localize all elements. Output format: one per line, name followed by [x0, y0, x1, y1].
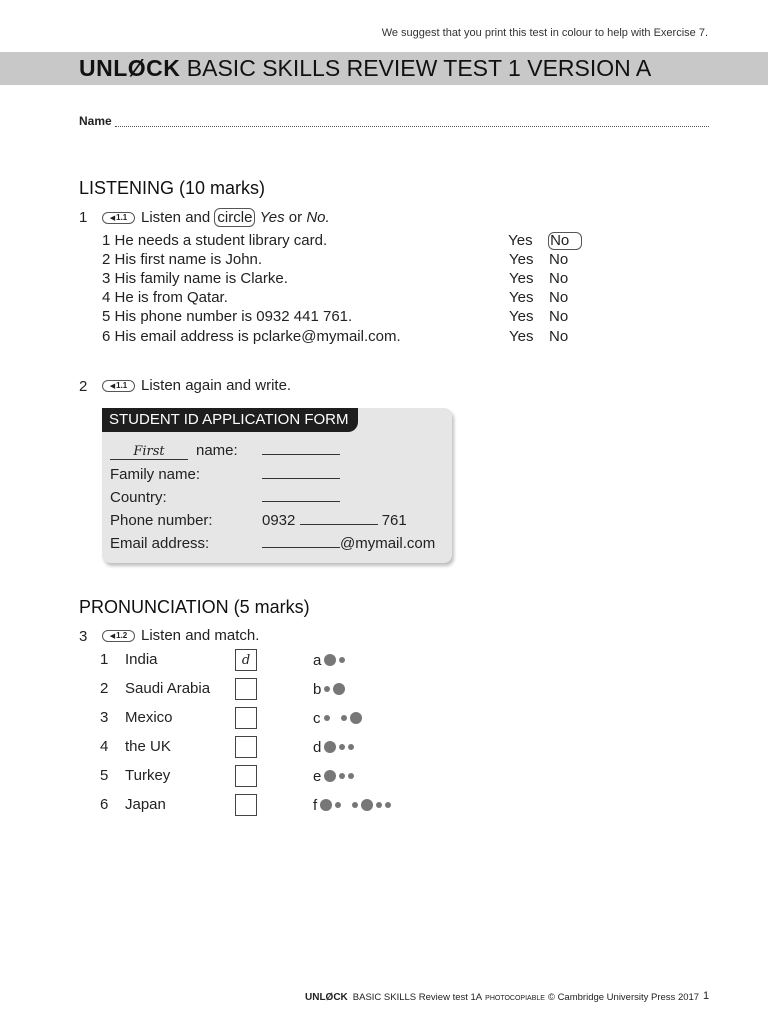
answer-box[interactable] [235, 794, 257, 816]
unstressed-syllable-dot [348, 773, 354, 779]
unstressed-syllable-dot [352, 802, 358, 808]
answer-box[interactable] [235, 707, 257, 729]
answer-box[interactable] [235, 649, 257, 671]
q1-instruction: ◀ 1.1 Listen and circle Yes or No. [102, 208, 330, 227]
blank-line[interactable] [262, 465, 340, 479]
audio-track-icon: ◀ 1.2 [102, 630, 135, 642]
q1-item: 3 His family name is Clarke. Yes No [102, 270, 582, 289]
stressed-syllable-dot [324, 741, 336, 753]
yes-option[interactable]: Yes [509, 289, 534, 306]
pattern-letter: e [313, 767, 322, 785]
stress-pattern [313, 738, 357, 756]
form-row: Phone number: 0932 761 [110, 512, 407, 529]
item-number: 3 [100, 709, 109, 726]
circle-word: circle [214, 208, 255, 227]
blank-line[interactable] [262, 441, 340, 455]
print-notice: We suggest that you print this test in colour to help with Exercise 7. [381, 27, 708, 39]
country-name: Mexico [125, 709, 173, 726]
pattern-letter: c [313, 709, 321, 727]
q3-number: 3 [79, 628, 88, 645]
handwritten-answer: First [133, 444, 165, 459]
page-title [79, 55, 651, 82]
country-name: the UK [125, 738, 171, 755]
stressed-syllable-dot [320, 799, 332, 811]
no-option[interactable]: No [549, 270, 569, 287]
handwritten-answer: d [241, 652, 251, 668]
no-option[interactable]: No [549, 251, 569, 268]
unstressed-syllable-dot [324, 715, 330, 721]
unstressed-syllable-dot [335, 802, 341, 808]
unstressed-syllable-dot [385, 802, 391, 808]
name-dotted-line[interactable] [115, 114, 709, 127]
name-label: Name [79, 114, 112, 128]
no-option[interactable]: No [549, 308, 569, 325]
q3-instruction: ◀ 1.2 Listen and match. [102, 627, 259, 644]
test-title: BASIC SKILLS REVIEW TEST 1 VERSION A [186, 55, 652, 81]
stressed-syllable-dot [324, 770, 336, 782]
footer: UNLØCK BASIC SKILLS Review test 1A PHOTOCOPIABLE © Cambridge University Press 2017 [305, 992, 700, 1003]
pattern-letter: f [313, 796, 318, 814]
q1-item: 4 He is from Qatar. Yes No [102, 289, 582, 308]
unstressed-syllable-dot [341, 715, 347, 721]
stressed-syllable-dot [333, 683, 345, 695]
pattern-letter: b [313, 680, 322, 698]
form-row-first-name: First name: [110, 441, 340, 460]
stress-pattern [313, 767, 357, 785]
audio-track-icon: ◀ 1.1 [102, 212, 135, 224]
yes-option[interactable]: Yes [509, 308, 534, 325]
unstressed-syllable-dot [324, 686, 330, 692]
stress-pattern [313, 680, 348, 698]
listening-heading: LISTENING (10 marks) [79, 178, 266, 198]
stress-pattern [313, 651, 348, 669]
blank-line[interactable] [262, 534, 340, 548]
form-row: Email address: @mymail.com [110, 535, 436, 552]
q1-item: 6 His email address is pclarke@mymail.com. Yes No [102, 328, 582, 347]
no-option[interactable]: No [549, 328, 569, 345]
yes-option[interactable]: Yes [509, 270, 534, 287]
pattern-letter: d [313, 738, 322, 756]
item-number: 4 [100, 738, 109, 755]
q1-number: 1 [79, 209, 88, 226]
brand-logo: UNLØCK [79, 55, 181, 81]
country-name: Japan [125, 796, 166, 813]
answer-box[interactable] [235, 678, 257, 700]
stressed-syllable-dot [324, 654, 336, 666]
q1-item: 2 His first name is John. Yes No [102, 251, 582, 270]
q2-number: 2 [79, 378, 88, 395]
no-option[interactable]: No [549, 289, 569, 306]
item-number: 2 [100, 680, 109, 697]
unstressed-syllable-dot [339, 773, 345, 779]
yes-option[interactable]: Yes [508, 232, 533, 249]
stress-pattern [313, 709, 365, 727]
q1-item: 5 His phone number is 0932 441 761. Yes No [102, 308, 582, 327]
answer-box[interactable] [235, 736, 257, 758]
page-number: 1 [703, 990, 710, 1002]
country-name: Turkey [125, 767, 171, 784]
audio-track-icon: ◀ 1.1 [102, 380, 135, 392]
stress-pattern [313, 796, 394, 814]
unstressed-syllable-dot [376, 802, 382, 808]
item-number: 6 [100, 796, 109, 813]
blank-line[interactable] [300, 511, 378, 525]
yes-option[interactable]: Yes [509, 328, 534, 345]
unstressed-syllable-dot [339, 657, 345, 663]
country-name: India [125, 651, 158, 668]
no-option-circled[interactable]: No [548, 232, 582, 250]
stressed-syllable-dot [361, 799, 373, 811]
item-number: 1 [100, 651, 109, 668]
unstressed-syllable-dot [339, 744, 345, 750]
yes-option[interactable]: Yes [509, 251, 534, 268]
stressed-syllable-dot [350, 712, 362, 724]
q1-item: 1 He needs a student library card. Yes No [102, 232, 582, 251]
answer-box[interactable] [235, 765, 257, 787]
pattern-letter: a [313, 651, 322, 669]
blank-line[interactable] [262, 488, 340, 502]
item-number: 5 [100, 767, 109, 784]
unstressed-syllable-dot [348, 744, 354, 750]
name-field[interactable] [79, 114, 709, 128]
q2-instruction: ◀ 1.1 Listen again and write. [102, 377, 291, 394]
form-row: Family name: [110, 465, 340, 483]
form-row: Country: [110, 488, 340, 506]
pronunciation-heading: PRONUNCIATION (5 marks) [79, 597, 310, 617]
country-name: Saudi Arabia [125, 680, 211, 697]
form-title: STUDENT ID APPLICATION FORM [102, 408, 358, 432]
